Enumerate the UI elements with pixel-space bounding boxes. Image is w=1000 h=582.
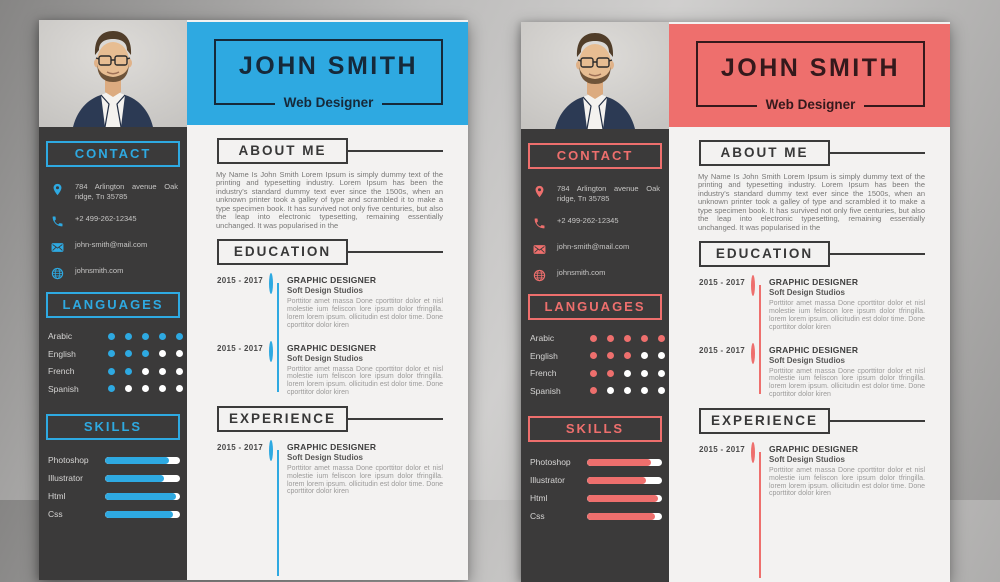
language-row	[48, 380, 180, 398]
language-label: Arabic	[530, 333, 555, 343]
skill-label: Illustrator	[48, 473, 83, 484]
skill-label: Html	[530, 493, 548, 504]
contact-item-website	[51, 266, 180, 280]
skill-bar-fill	[587, 459, 651, 466]
language-row	[530, 329, 662, 347]
person-name: JOHN SMITH	[238, 52, 419, 80]
main-content	[669, 127, 950, 498]
sidebar-panel	[521, 129, 669, 582]
language-level-dot	[108, 368, 115, 375]
job-title: Web Designer	[275, 95, 383, 110]
language-row	[48, 327, 180, 345]
language-level-dot	[125, 385, 132, 392]
language-level-dot	[176, 368, 183, 375]
language-level-dots	[590, 335, 665, 342]
language-level-dot	[142, 333, 149, 340]
languages-heading: LANGUAGES	[46, 292, 180, 318]
entry-description: Porttitor amet massa Done cporttitor dolor et nisl molestie ium feliscon lore ipsum dolor tfringilla. lorem lorem ipsum. ollicitudin est dolor time. Done cporttitor dolor kiren	[287, 365, 443, 397]
resume-header	[187, 22, 468, 125]
language-level-dots	[108, 350, 183, 357]
timeline-node-icon	[269, 440, 273, 461]
experience-heading-row	[699, 408, 925, 434]
language-level-dot	[590, 335, 597, 342]
experience-heading-row	[217, 406, 443, 432]
education-section	[217, 239, 443, 397]
job-title: Web Designer	[757, 97, 865, 112]
entry-role: GRAPHIC DESIGNER	[769, 277, 859, 288]
globe-icon	[533, 269, 546, 282]
language-level-dot	[159, 333, 166, 340]
job-title-row	[698, 96, 923, 114]
contact-website: johnsmith.com	[557, 268, 606, 278]
skill-bar-fill	[587, 495, 658, 502]
entry-period: 2015 - 2017	[699, 278, 746, 288]
language-level-dots	[590, 370, 665, 377]
timeline-node-icon	[269, 341, 273, 362]
language-level-dot	[607, 335, 614, 342]
language-label: Spanish	[48, 383, 79, 394]
experience-heading: EXPERIENCE	[217, 406, 348, 432]
language-level-dot	[108, 350, 115, 357]
language-level-dot	[142, 385, 149, 392]
entry-body	[769, 444, 925, 498]
phone-icon	[533, 217, 546, 230]
language-level-dot	[125, 368, 132, 375]
entry-body	[287, 275, 443, 329]
profile-photo-illustration	[39, 20, 187, 127]
resume-document	[521, 22, 950, 582]
contact-list	[521, 184, 669, 282]
language-level-dot	[624, 335, 631, 342]
language-row	[48, 345, 180, 363]
education-heading: EDUCATION	[217, 239, 348, 265]
contact-email: john-smith@mail.com	[557, 242, 630, 252]
contact-item-phone	[51, 214, 180, 228]
contact-heading: CONTACT	[46, 141, 180, 167]
language-level-dot	[159, 368, 166, 375]
timeline-marker	[751, 277, 769, 331]
skill-label: Html	[48, 491, 66, 502]
language-label: Arabic	[48, 331, 73, 341]
entry-organization: Soft Design Studios	[769, 454, 845, 464]
entry-period: 2015 - 2017	[217, 276, 264, 286]
languages-list	[521, 320, 669, 399]
entry-body	[769, 277, 925, 331]
skill-label: Illustrator	[530, 475, 565, 486]
resume-main-column	[669, 22, 950, 582]
job-title-row	[216, 94, 441, 112]
contact-address: 784 Arlington avenue Oak ridge, Tn 35785	[75, 182, 178, 202]
phone-icon	[51, 215, 64, 228]
contact-item-address	[533, 184, 662, 204]
skill-row	[48, 469, 180, 487]
about-text: My Name Is John Smith Lorem Ipsum is simply dummy text of the printing and typesetting industry. Lorem Ipsum has been the industry's standard dummy text ever since the 1500s, when an unknown printer took a galley of type and scrambled it to make a type specimen book. It has survived not only five centuries, but also the leap into electronic typesetting, remaining essentially unchanged. It was popularised in the	[698, 172, 925, 232]
contact-item-email	[51, 240, 180, 254]
contact-list	[39, 182, 187, 280]
about-section	[217, 138, 443, 230]
timeline-node-icon	[751, 343, 755, 364]
education-entry	[699, 345, 925, 399]
entry-period: 2015 - 2017	[217, 343, 264, 353]
heading-rule	[348, 251, 443, 253]
heading-rule	[348, 150, 443, 152]
language-label: French	[530, 368, 557, 378]
skill-label: Photoshop	[48, 455, 89, 466]
about-heading-row	[699, 140, 925, 166]
contact-item-phone	[533, 216, 662, 230]
skill-row	[530, 453, 662, 471]
location-pin-icon	[51, 183, 64, 196]
profile-photo	[39, 20, 187, 127]
education-heading-row	[217, 239, 443, 265]
contact-heading: CONTACT	[528, 143, 662, 169]
entry-description: Porttitor amet massa Done cporttitor dolor et nisl molestie ium feliscon lore ipsum dolor tfringilla. lorem lorem ipsum. ollicitudin est dolor time. Done cporttitor dolor kiren	[769, 466, 925, 498]
skill-bar-fill	[105, 511, 173, 518]
entry-period: 2015 - 2017	[699, 345, 746, 355]
contact-item-address	[51, 182, 180, 202]
entry-body	[287, 442, 443, 496]
heading-rule	[348, 418, 443, 420]
entry-description: Porttitor amet massa Done cporttitor dolor et nisl molestie ium feliscon lore ipsum dolor tfringilla. lorem lorem ipsum. ollicitudin est dolor time. Done cporttitor dolor kiren	[769, 367, 925, 399]
timeline-node-icon	[751, 275, 755, 296]
language-label: English	[530, 350, 558, 361]
skills-list	[521, 442, 669, 525]
skill-bar	[587, 495, 662, 502]
timeline-node-icon	[269, 273, 273, 294]
language-level-dot	[607, 370, 614, 377]
timeline-marker	[751, 345, 769, 399]
skill-bar-fill	[105, 493, 176, 500]
entry-organization: Soft Design Studios	[769, 355, 845, 365]
language-level-dot	[624, 370, 631, 377]
language-level-dot	[176, 385, 183, 392]
contact-email: john-smith@mail.com	[75, 240, 148, 250]
contact-phone: +2 499-262-12345	[557, 216, 619, 226]
resume-document	[39, 20, 468, 580]
skill-row	[48, 505, 180, 523]
language-label: French	[48, 366, 75, 376]
language-level-dot	[108, 333, 115, 340]
entry-organization: Soft Design Studios	[287, 286, 363, 296]
language-level-dot	[658, 387, 665, 394]
contact-website: johnsmith.com	[75, 266, 124, 276]
language-level-dot	[159, 385, 166, 392]
language-level-dot	[658, 335, 665, 342]
language-row	[530, 364, 662, 382]
skills-heading: SKILLS	[46, 414, 180, 440]
education-timeline	[699, 277, 925, 399]
skills-heading: SKILLS	[528, 416, 662, 442]
education-heading: EDUCATION	[699, 241, 830, 267]
education-timeline	[217, 275, 443, 397]
language-level-dot	[590, 352, 597, 359]
entry-period: 2015 - 2017	[217, 442, 264, 452]
education-heading-row	[699, 241, 925, 267]
resume-sidebar	[39, 20, 187, 580]
education-entry	[699, 277, 925, 331]
language-label: English	[48, 348, 76, 359]
entry-body	[287, 343, 443, 397]
skill-row	[48, 487, 180, 505]
timeline-marker	[269, 343, 287, 397]
profile-photo	[521, 22, 669, 129]
skill-row	[530, 489, 662, 507]
entry-role: GRAPHIC DESIGNER	[287, 275, 377, 286]
skill-row	[530, 507, 662, 525]
skill-bar	[587, 477, 662, 484]
entry-role: GRAPHIC DESIGNER	[769, 443, 859, 454]
skill-row	[530, 471, 662, 489]
sidebar-panel	[39, 127, 187, 580]
resume-main-column	[187, 20, 468, 580]
heading-rule	[830, 253, 925, 255]
language-level-dot	[607, 387, 614, 394]
entry-description: Porttitor amet massa Done cporttitor dolor et nisl molestie ium feliscon lore ipsum dolor tfringilla. lorem lorem ipsum. ollicitudin est dolor time. Done cporttitor dolor kiren	[287, 464, 443, 496]
contact-address: 784 Arlington avenue Oak ridge, Tn 35785	[557, 184, 660, 204]
skill-bar	[587, 513, 662, 520]
entry-body	[769, 345, 925, 399]
globe-icon	[51, 267, 64, 280]
entry-description: Porttitor amet massa Done cporttitor dolor et nisl molestie ium feliscon lore ipsum dolor tfringilla. lorem lorem ipsum. ollicitudin est dolor time. Done cporttitor dolor kiren	[287, 298, 443, 329]
language-level-dots	[590, 352, 665, 359]
language-level-dot	[624, 352, 631, 359]
languages-heading: LANGUAGES	[528, 294, 662, 320]
language-level-dot	[125, 350, 132, 357]
language-level-dot	[624, 387, 631, 394]
resume-sidebar	[521, 22, 669, 582]
education-section	[699, 241, 925, 399]
contact-item-website	[533, 268, 662, 282]
about-heading: ABOUT ME	[699, 140, 830, 166]
language-level-dot	[176, 333, 183, 340]
education-entry	[217, 275, 443, 329]
language-row	[530, 382, 662, 400]
languages-list	[39, 318, 187, 397]
timeline-marker	[751, 444, 769, 498]
language-level-dot	[641, 387, 648, 394]
experience-entry	[217, 442, 443, 496]
location-pin-icon	[533, 185, 546, 198]
skill-bar	[105, 511, 180, 518]
heading-rule	[830, 152, 925, 154]
skill-label: Photoshop	[530, 457, 571, 468]
person-name: JOHN SMITH	[720, 54, 901, 82]
language-level-dot	[108, 385, 115, 392]
language-level-dots	[108, 368, 183, 375]
language-level-dots	[108, 385, 183, 392]
about-text: My Name Is John Smith Lorem Ipsum is simply dummy text of the printing and typesetting industry. Lorem Ipsum has been the industry's standard dummy text ever since the 1500s, when an unknown printer took a galley of type and scrambled it to make a type specimen book. It has survived not only five centuries, but also the leap into electronic typesetting, remaining essentially unchanged. It was popularised in the	[216, 170, 443, 230]
about-heading: ABOUT ME	[217, 138, 348, 164]
language-level-dot	[658, 370, 665, 377]
language-level-dot	[142, 368, 149, 375]
language-level-dot	[590, 370, 597, 377]
entry-organization: Soft Design Studios	[287, 353, 363, 363]
experience-timeline	[699, 444, 925, 498]
entry-role: GRAPHIC DESIGNER	[769, 344, 859, 355]
entry-organization: Soft Design Studios	[287, 452, 363, 462]
envelope-icon	[51, 241, 64, 254]
skill-bar	[105, 457, 180, 464]
contact-phone: +2 499-262-12345	[75, 214, 137, 224]
experience-timeline	[217, 442, 443, 496]
language-level-dot	[125, 333, 132, 340]
timeline-node-icon	[751, 442, 755, 463]
profile-photo-illustration	[521, 22, 669, 129]
skill-row	[48, 451, 180, 469]
language-level-dot	[641, 335, 648, 342]
skill-bar	[105, 475, 180, 482]
skill-bar-fill	[587, 477, 646, 484]
heading-rule	[830, 420, 925, 422]
contact-item-email	[533, 242, 662, 256]
about-section	[699, 140, 925, 232]
skill-bar-fill	[587, 513, 655, 520]
skill-bar-fill	[105, 457, 169, 464]
skill-bar-fill	[105, 475, 164, 482]
language-row	[48, 362, 180, 380]
language-label: Spanish	[530, 385, 561, 396]
education-entry	[217, 343, 443, 397]
language-level-dot	[142, 350, 149, 357]
skill-label: Css	[48, 509, 63, 520]
experience-entry	[699, 444, 925, 498]
entry-role: GRAPHIC DESIGNER	[287, 441, 377, 452]
language-level-dot	[176, 350, 183, 357]
main-content	[187, 125, 468, 496]
timeline-marker	[269, 442, 287, 496]
entry-organization: Soft Design Studios	[769, 288, 845, 298]
language-level-dot	[607, 352, 614, 359]
language-level-dots	[590, 387, 665, 394]
timeline-marker	[269, 275, 287, 329]
name-frame	[696, 41, 925, 112]
skill-bar	[587, 459, 662, 466]
language-row	[530, 347, 662, 365]
skill-label: Css	[530, 511, 545, 522]
resume-header	[669, 24, 950, 127]
language-level-dot	[641, 352, 648, 359]
experience-heading: EXPERIENCE	[699, 408, 830, 434]
entry-description: Porttitor amet massa Done cporttitor dolor et nisl molestie ium feliscon lore ipsum dolor tfringilla. lorem lorem ipsum. ollicitudin est dolor time. Done cporttitor dolor kiren	[769, 300, 925, 331]
name-frame	[214, 39, 443, 110]
skill-bar	[105, 493, 180, 500]
language-level-dots	[108, 333, 183, 340]
envelope-icon	[533, 243, 546, 256]
entry-period: 2015 - 2017	[699, 444, 746, 454]
entry-role: GRAPHIC DESIGNER	[287, 342, 377, 353]
language-level-dot	[590, 387, 597, 394]
language-level-dot	[641, 370, 648, 377]
about-heading-row	[217, 138, 443, 164]
language-level-dot	[658, 352, 665, 359]
language-level-dot	[159, 350, 166, 357]
experience-section	[217, 406, 443, 496]
experience-section	[699, 408, 925, 498]
skills-list	[39, 440, 187, 523]
